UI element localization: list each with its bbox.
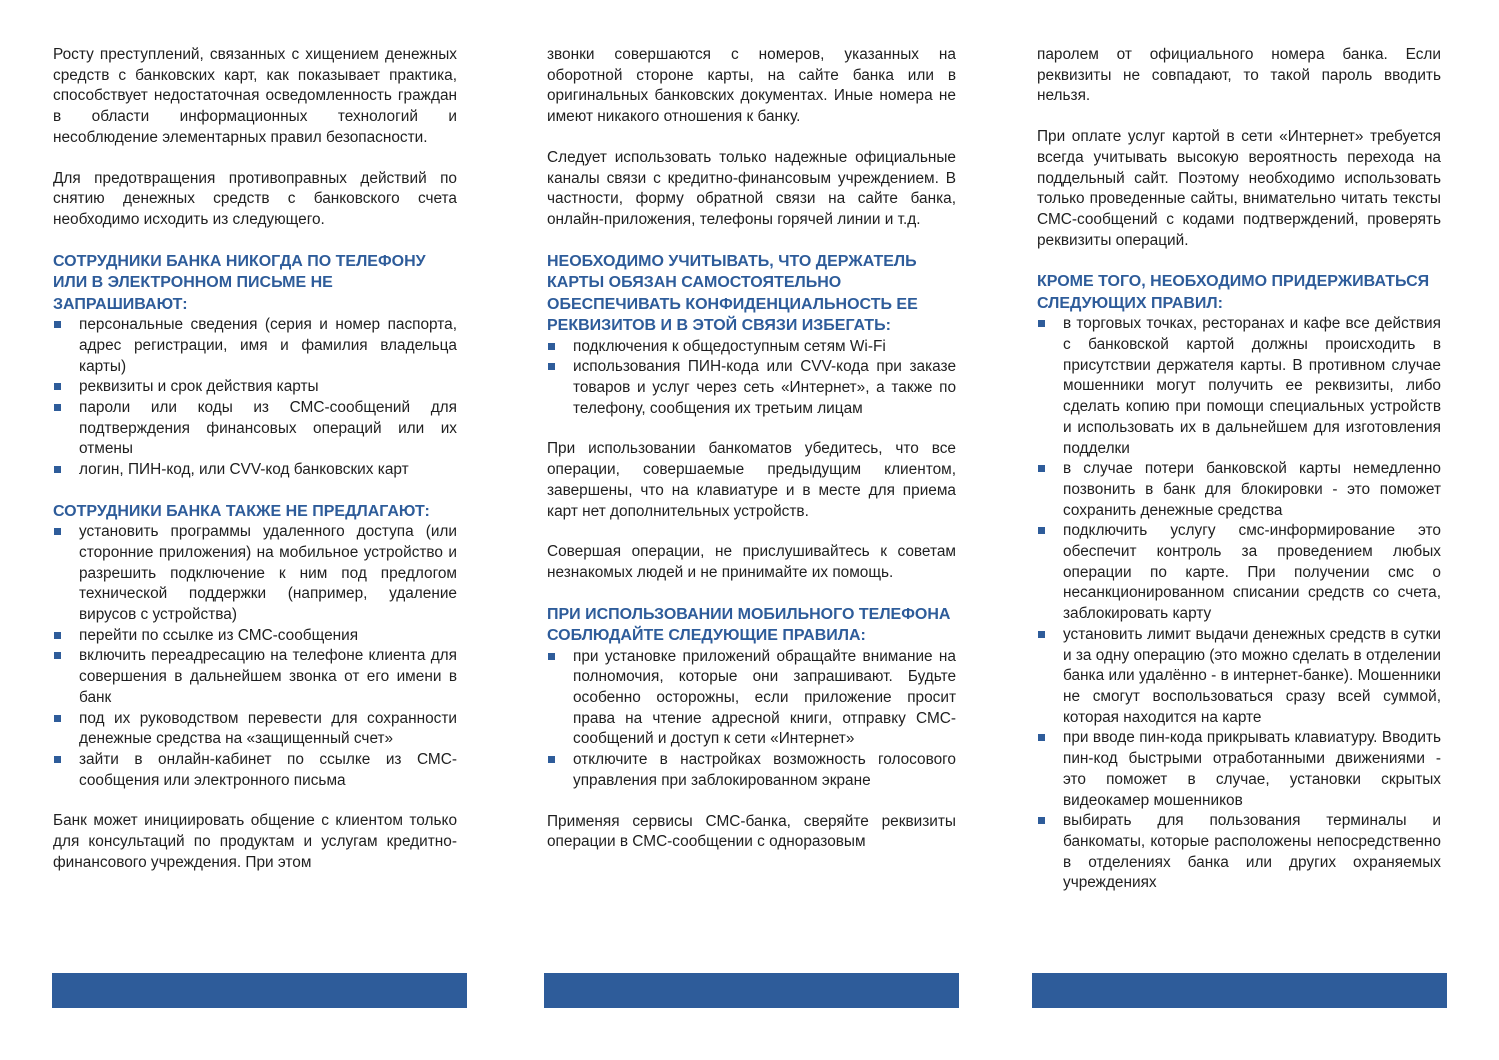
list-item: под их руководством перевести для сохранности денежные средства на «защищенный счет» (53, 709, 457, 750)
square-bullet-icon (1038, 734, 1045, 741)
bank-contact-paragraph: Банк может инициировать общение с клиентом только для консультаций по продуктам и услугам кредитно-финансового учреждения. При этом (53, 812, 457, 871)
never-request-list (53, 315, 457, 481)
square-bullet-icon (1038, 320, 1045, 327)
additional-rules-list (1037, 314, 1441, 894)
square-bullet-icon (548, 653, 555, 660)
section-heading-never-request: СОТРУДНИКИ БАНКА НИКОГДА ПО ТЕЛЕФОНУ ИЛИ В ЭЛЕКТРОННОМ ПИСЬМЕ НЕ ЗАПРАШИВАЮТ: (53, 252, 426, 313)
square-bullet-icon (1038, 527, 1045, 534)
section-heading-do-not-offer: СОТРУДНИКИ БАНКА ТАКЖЕ НЕ ПРЕДЛАГАЮТ: (53, 502, 430, 520)
square-bullet-icon (54, 756, 61, 763)
list-item: подключения к общедоступным сетям Wi-Fi (547, 337, 956, 358)
section-heading-mobile-rules: ПРИ ИСПОЛЬЗОВАНИИ МОБИЛЬНОГО ТЕЛЕФОНА СОБЛЮДАЙТЕ СЛЕДУЮЩИЕ ПРАВИЛА: (547, 605, 951, 645)
column-1 (53, 45, 457, 894)
list-item: пароли или коды из СМС-сообщений для подтверждения финансовых операций или их отмены (53, 398, 457, 460)
list-item: в случае потери банковской карты немедленно позвонить в банк для блокировки - это поможет сохранить денежные средства (1037, 459, 1441, 521)
square-bullet-icon (54, 715, 61, 722)
square-bullet-icon (54, 383, 61, 390)
square-bullet-icon (54, 528, 61, 535)
footer-bar-1 (52, 973, 467, 1008)
internet-payment-paragraph: При оплате услуг картой в сети «Интернет» требуется всегда учитывать высокую вероятность перехода на поддельный сайт. Поэтому необходимо использовать только проведенные сайты, внимательно читать тексты СМС-сообщений с кодами подтверждений, проверять реквизиты операций. (1037, 128, 1441, 249)
list-item: перейти по ссылке из СМС-сообщения (53, 626, 457, 647)
mobile-rules-list (547, 647, 956, 792)
list-item: в торговых точках, ресторанах и кафе все действия с банковской картой должны происходить в присутствии держателя карты. В противном случае мошенники могут получить ее реквизиты, либо сделать копию при помощи специальных устройств и использовать их в дальнейшем для изготовления подделки (1037, 314, 1441, 459)
avoid-list (547, 337, 956, 420)
section-heading-confidentiality: НЕОБХОДИМО УЧИТЫВАТЬ, ЧТО ДЕРЖАТЕЛЬ КАРТЫ ОБЯЗАН САМОСТОЯТЕЛЬНО ОБЕСПЕЧИВАТЬ КОНФИДЕНЦИАЛЬНОСТЬ ЕЕ РЕКВИЗИТОВ И В ЭТОЙ СВЯЗИ ИЗБЕГАТЬ: (547, 252, 918, 335)
square-bullet-icon (54, 652, 61, 659)
list-item: зайти в онлайн-кабинет по ссылке из СМС-сообщения или электронного письма (53, 750, 457, 791)
list-item: реквизиты и срок действия карты (53, 377, 457, 398)
square-bullet-icon (54, 404, 61, 411)
password-paragraph: паролем от официального номера банка. Если реквизиты не совпадают, то такой пароль вводить нельзя. (1037, 46, 1441, 105)
footer-bar-2 (544, 973, 959, 1008)
square-bullet-icon (548, 363, 555, 370)
official-numbers-paragraph: звонки совершаются с номеров, указанных на оборотной стороне карты, на сайте банка или в оригинальных банковских документах. Иные номера не имеют никакого отношения к банку. (547, 46, 956, 126)
list-item: включить переадресацию на телефоне клиента для совершения в дальнейшем звонка от его имени в банк (53, 646, 457, 708)
square-bullet-icon (548, 756, 555, 763)
column-3 (1037, 45, 1441, 914)
list-item: отключите в настройках возможность голосового управления при заблокированном экране (547, 750, 956, 791)
square-bullet-icon (1038, 817, 1045, 824)
list-item: логин, ПИН-код, или CVV-код банковских карт (53, 460, 457, 481)
column-2 (547, 45, 956, 873)
atm-paragraph: При использовании банкоматов убедитесь, что все операции, совершаемые предыдущим клиентом, завершены, что на клавиатуре и в месте для приема карт нет дополнительных устройств. (547, 440, 956, 520)
strangers-paragraph: Совершая операции, не прислушивайтесь к советам незнакомых людей и не принимайте их помощь. (547, 543, 956, 581)
square-bullet-icon (548, 343, 555, 350)
list-item: персональные сведения (серия и номер паспорта, адрес регистрации, имя и фамилия владельца карты) (53, 315, 457, 377)
sms-bank-paragraph: Применяя сервисы СМС-банка, сверяйте реквизиты операции в СМС-сообщении с одноразовым (547, 812, 956, 851)
square-bullet-icon (54, 466, 61, 473)
prevention-paragraph: Для предотвращения противоправных действий по снятию денежных средств с банковского счета необходимо исходить из следующего. (53, 169, 457, 228)
square-bullet-icon (1038, 631, 1045, 638)
square-bullet-icon (1038, 465, 1045, 472)
footer-bar-3 (1032, 973, 1447, 1008)
section-heading-additional-rules: КРОМЕ ТОГО, НЕОБХОДИМО ПРИДЕРЖИВАТЬСЯ СЛЕДУЮЩИХ ПРАВИЛ: (1037, 273, 1430, 312)
list-item: выбирать для пользования терминалы и банкоматы, которые расположены непосредственно в отделениях банка или других охраняемых учреждениях (1037, 811, 1441, 894)
intro-paragraph: Росту преступлений, связанных с хищением денежных средств с банковских карт, как показывает практика, способствует недостаточная осведомленность граждан в области информационных технологий и несоблюдение элементарных правил безопасности. (53, 46, 457, 146)
list-item: установить программы удаленного доступа (или сторонние приложения) на мобильное устройство и разрешить подключение к ним под предлогом технической поддержки (например, удаление вирусов с устройства) (53, 522, 457, 626)
official-channels-paragraph: Следует использовать только надежные официальные каналы связи с кредитно-финансовым учреждением. В частности, форму обратной связи на сайте банка, онлайн-приложения, телефоны горячей линии и т.д. (547, 148, 956, 228)
list-item: при вводе пин-кода прикрывать клавиатуру. Вводить пин-код быстрыми отработанными движениями - это поможет в случае, установки скрытых видеокамер мошенников (1037, 728, 1441, 811)
list-item: установить лимит выдачи денежных средств в сутки и за одну операцию (это можно сделать в отделении банка или удалённо - в интернет-банке). Мошенники не смогут воспользоваться сразу всей суммой, которая находится на карте (1037, 625, 1441, 729)
list-item: использования ПИН-кода или CVV-кода при заказе товаров и услуг через сеть «Интернет», а также по телефону, сообщения их третьим лицам (547, 357, 956, 419)
list-item: при установке приложений обращайте внимание на полномочия, которые они запрашивают. Будьте особенно осторожны, если приложение просит права на чтение адресной книги, отправку СМС-сообщений и доступ к сети «Интернет» (547, 647, 956, 751)
list-item: подключить услугу смс-информирование это обеспечит контроль за проведением любых операции по карте. При получении смс о несанкционированном списании средств со счета, заблокировать карту (1037, 521, 1441, 625)
square-bullet-icon (54, 632, 61, 639)
square-bullet-icon (54, 321, 61, 328)
do-not-offer-list (53, 522, 457, 791)
